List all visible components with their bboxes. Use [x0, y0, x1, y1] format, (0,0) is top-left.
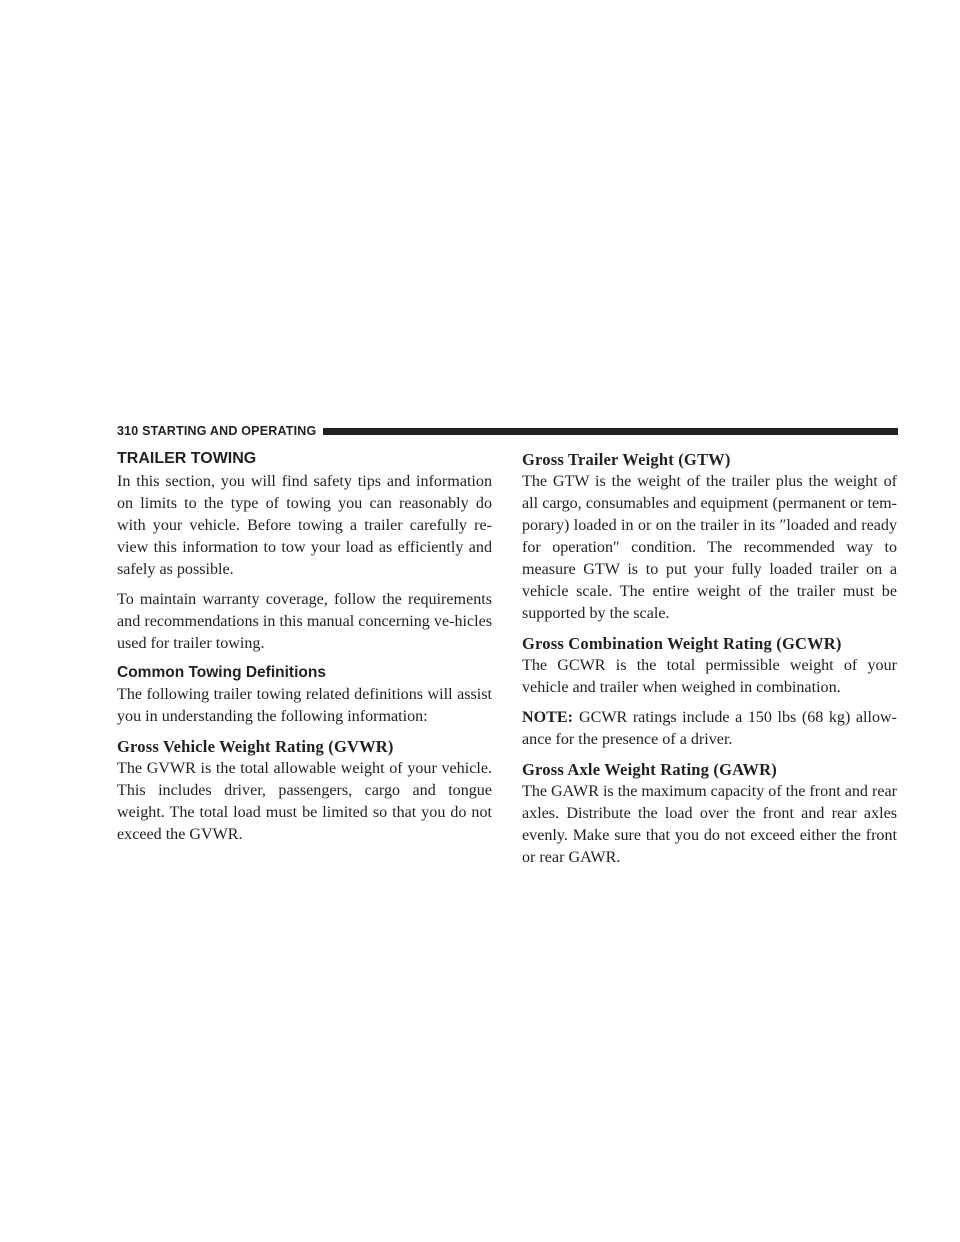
gcwr-heading: Gross Combination Weight Rating (GCWR): [522, 634, 842, 653]
gvwr-heading: Gross Vehicle Weight Rating (GVWR): [117, 737, 394, 756]
note-text: GCWR ratings include a 150 lbs (68 kg) allow-ance for the presence of a driver.: [522, 709, 897, 748]
warranty-paragraph: To maintain warranty coverage, follow the requirements and recommendations in this manual concerning ve-hicles used for trailer towing.: [117, 591, 492, 652]
gtw-paragraph: The GTW is the weight of the trailer plus the weight of all cargo, consumables and equipment (permanent or tem-porary) loaded in or on the trailer in its ″loaded and ready for operation″ condition. The recommended way to measure GTW is to put your fully loaded trailer on a vehicle scale. The entire weight of the trailer must be supported by the scale.: [522, 473, 897, 622]
gawr-heading: Gross Axle Weight Rating (GAWR): [522, 760, 777, 779]
definitions-intro: The following trailer towing related definitions will assist you in understanding the following information:: [117, 686, 492, 725]
header-rule: [323, 428, 898, 435]
section-title: TRAILER TOWING: [117, 450, 257, 467]
right-column: [522, 449, 897, 877]
intro-paragraph: In this section, you will find safety tips and information on limits to the type of towing you can reasonably do with your vehicle. Before towing a trailer carefully re-view this information to tow your load as efficiently and safely as possible.: [117, 473, 492, 578]
page-header: [117, 423, 898, 439]
note-paragraph: [522, 707, 897, 751]
note-label: NOTE:: [522, 709, 573, 726]
gvwr-paragraph: The GVWR is the total allowable weight of your vehicle. This includes driver, passengers, cargo and tongue weight. The total load must be limited so that you do not exceed the GVWR.: [117, 760, 492, 843]
gtw-heading: Gross Trailer Weight (GTW): [522, 450, 731, 469]
gcwr-paragraph: The GCWR is the total permissible weight of your vehicle and trailer when weighed in combination.: [522, 657, 897, 696]
gawr-paragraph: The GAWR is the maximum capacity of the front and rear axles. Distribute the load over the front and rear axles evenly. Make sure that you do not exceed either the front or rear GAWR.: [522, 783, 897, 866]
left-column: [117, 449, 492, 854]
page-header-label: 310 STARTING AND OPERATING: [117, 424, 317, 438]
subsection-title: Common Towing Definitions: [117, 664, 326, 681]
